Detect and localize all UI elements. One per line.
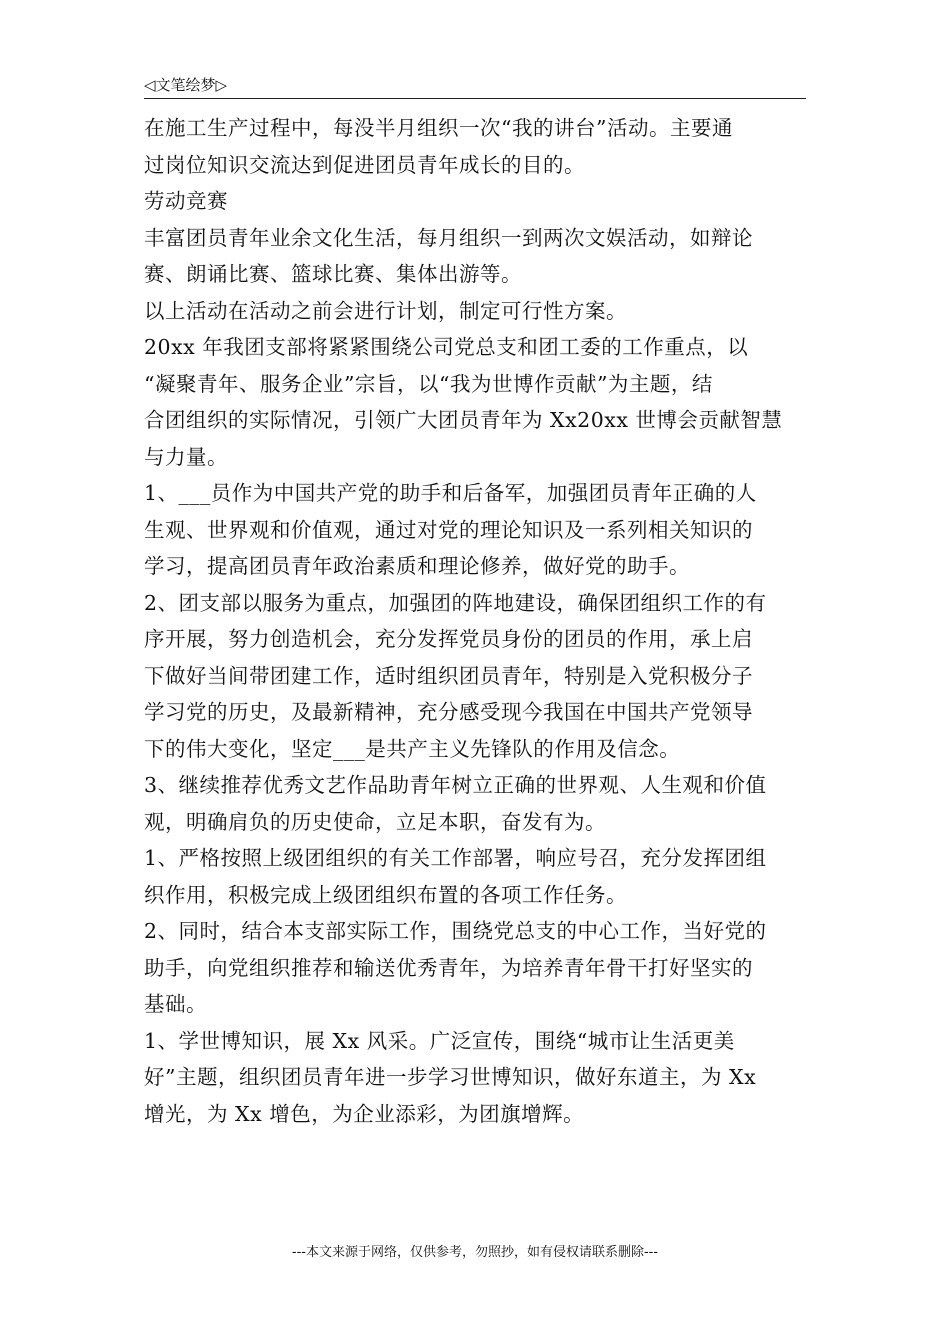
text-line: 2、同时，结合本支部实际工作，围绕党总支的中心工作，当好党的 bbox=[144, 919, 767, 943]
text-line: 下的伟大变化，坚定___是共产主义先锋队的作用及信念。 bbox=[144, 736, 681, 761]
text-line: 赛、朗诵比赛、篮球比赛、集体出游等。 bbox=[144, 262, 522, 286]
text-line: 学习党的历史，及最新精神，充分感受现今我国在中国共产党领导 bbox=[144, 700, 753, 724]
text-line: 在施工生产过程中，每没半月组织一次“我的讲台”活动。主要通 bbox=[144, 116, 733, 140]
text-line: 基础。 bbox=[144, 992, 207, 1016]
text-line: 20xx 年我团支部将紧紧围绕公司党总支和团工委的工作重点，以 bbox=[144, 335, 749, 359]
text-line: 助手，向党组织推荐和输送优秀青年，为培养青年骨干打好坚实的 bbox=[144, 955, 753, 980]
text-line: 过岗位知识交流达到促进团员青年成长的目的。 bbox=[144, 152, 585, 177]
text-line: 序开展，努力创造机会，充分发挥党员身份的团员的作用，承上启 bbox=[144, 627, 753, 651]
text-line: 观，明确肩负的历史使命，立足本职，奋发有为。 bbox=[144, 809, 606, 834]
text-line: 织作用，积极完成上级团组织布置的各项工作任务。 bbox=[144, 882, 627, 907]
text-line: 下做好当间带团建工作，适时组织团员青年，特别是入党积极分子 bbox=[144, 663, 753, 688]
text-line: 丰富团员青年业余文化生活，每月组织一到两次文娱活动，如辩论 bbox=[144, 225, 753, 250]
text-line: 合团组织的实际情况，引领广大团员青年为 Xx20xx 世博会贡献智慧 bbox=[144, 408, 783, 432]
page-footer bbox=[0, 1245, 950, 1261]
text-line: 3、继续推荐优秀文艺作品助青年树立正确的世界观、人生观和价值 bbox=[144, 773, 767, 797]
text-line: 好”主题，组织团员青年进一步学习世博知识，做好东道主，为 Xx bbox=[144, 1065, 757, 1089]
text-line: 1、严格按照上级团组织的有关工作部署，响应号召，充分发挥团组 bbox=[144, 846, 767, 870]
document-body bbox=[144, 110, 806, 1132]
text-line: “凝聚青年、服务企业”宗旨，以“我为世博作贡献”为主题，结 bbox=[144, 371, 713, 396]
text-line: 生观、世界观和价值观，通过对党的理论知识及一系列相关知识的 bbox=[144, 517, 753, 542]
text-line: 1、___员作为中国共产党的助手和后备军，加强团员青年正确的人 bbox=[144, 481, 757, 505]
text-line: 1、学世博知识，展 Xx 风采。广泛宣传，围绕“城市让生活更美 bbox=[144, 1028, 735, 1053]
page-header bbox=[144, 72, 806, 99]
text-line: 以上活动在活动之前会进行计划，制定可行性方案。 bbox=[144, 298, 627, 323]
section-heading: 劳动竞赛 bbox=[144, 189, 228, 213]
text-line: 学习，提高团员青年政治素质和理论修养，做好党的助手。 bbox=[144, 554, 690, 578]
footer-disclaimer: ---本文来源于网络，仅供参考，勿照抄，如有侵权请联系删除--- bbox=[291, 1245, 659, 1260]
text-line: 增光，为 Xx 增色，为企业添彩，为团旗增辉。 bbox=[144, 1101, 585, 1126]
text-line: 2、团支部以服务为重点，加强团的阵地建设，确保团组织工作的有 bbox=[144, 590, 767, 615]
text-line: 与力量。 bbox=[144, 444, 228, 469]
header-title: ◁文笔绘梦▷ bbox=[144, 76, 228, 94]
